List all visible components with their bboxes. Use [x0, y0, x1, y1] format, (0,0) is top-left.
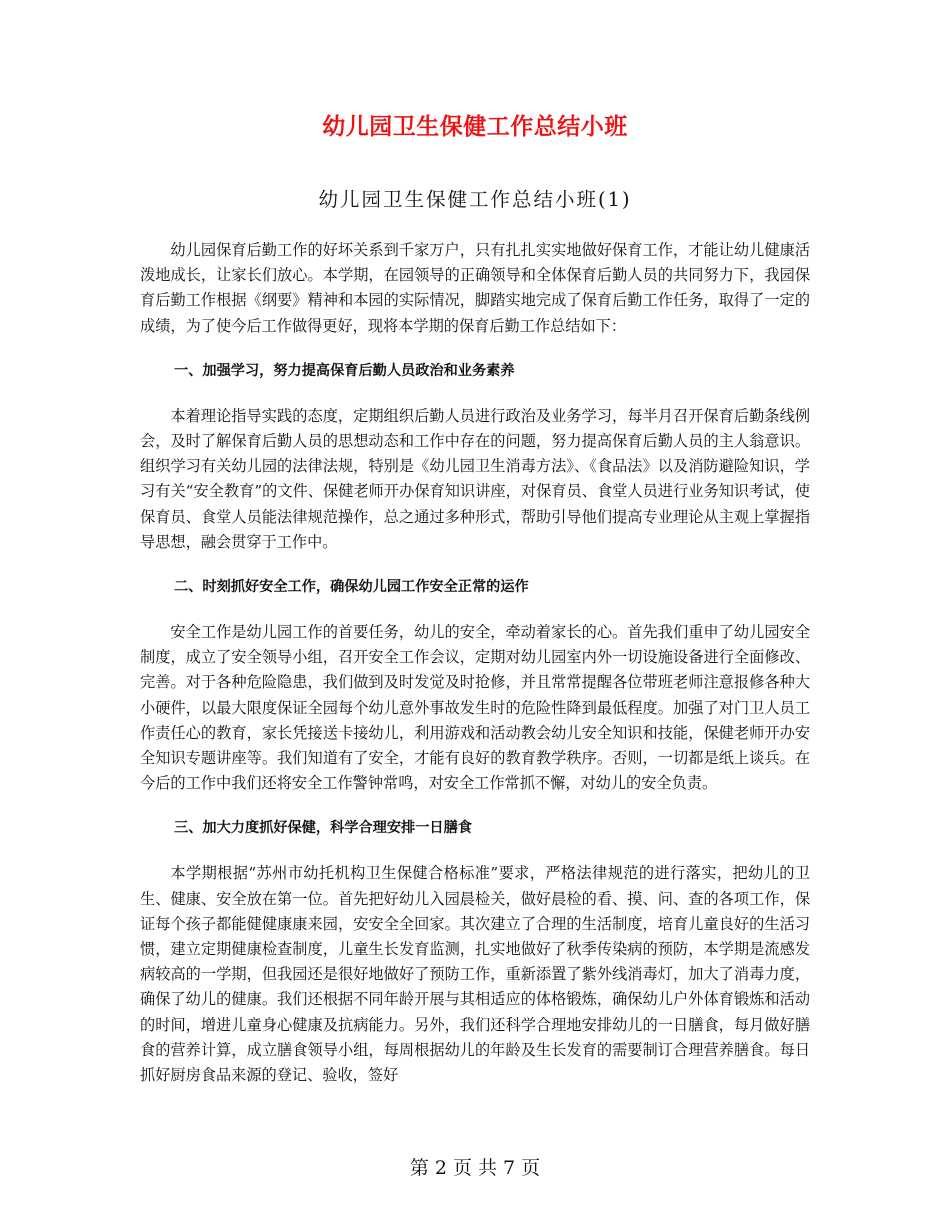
- document-title: 幼儿园卫生保健工作总结小班: [322, 114, 628, 140]
- section-paragraph-2: 安全工作是幼儿园工作的首要任务，幼儿的安全，牵动着家长的心。首先我们重申了幼儿园安全制度，成立了安全领导小组，召开安全工作会议，定期对幼儿园室内外一切设施设备进行全面修改、完善。对于各种危险隐患，我们做到及时发觉及时抢修，并且常常提醒各位带班老师注意报修各种大小硬件，以最大限度保证全园每个幼儿意外事故发生时的危险性降到最低程度。加强了对门卫人员工作责任心的教育，家长凭接送卡接幼儿，利用游戏和活动教会幼儿安全知识和技能，保健老师开办安全知识专题讲座等。我们知道有了安全，才能有良好的教育教学秩序。否则，一切都是纸上谈兵。在今后的工作中我们还将安全工作警钟常鸣，对安全工作常抓不懈，对幼儿的安全负责。: [140, 623, 810, 793]
- section-heading-3: 三、加大力度抓好保健，科学合理安排一日膳食: [174, 820, 472, 837]
- intro-paragraph: 幼儿园保育后勤工作的好坏关系到千家万户，只有扎扎实实地做好保育工作，才能让幼儿健康活泼地成长，让家长们放心。本学期，在园领导的正确领导和全体保育后勤人员的共同努力下，我园保育后勤工作根据《纲要》精神和本园的实际情况，脚踏实地完成了保育后勤工作任务，取得了一定的成绩，为了使今后工作做得更好，现将本学期的保育后勤工作总结如下：: [140, 241, 810, 335]
- section-paragraph-3: 本学期根据“苏州市幼托机构卫生保健合格标准”要求，严格法律规范的进行落实，把幼儿的卫生、健康、安全放在第一位。首先把好幼儿入园晨检关，做好晨检的看、摸、问、查的各项工作，保证每个孩子都能健健康康来园，安安全全回家。其次建立了合理的生活制度，培育儿童良好的生活习惯，建立定期健康检查制度，儿童生长发育监测，扎实地做好了秋季传染病的预防，本学期是流感发病较高的一学期，但我园还是很好地做好了预防工作，重新添置了紫外线消毒灯，加大了消毒力度，确保了幼儿的健康。我们还根据不同年龄开展与其相适应的体格锻炼，确保幼儿户外体育锻炼和活动的时间，增进儿童身心健康及抗病能力。另外，我们还科学合理地安排幼儿的一日膳食，每月做好膳食的营养计算，成立膳食领导小组，每周根据幼儿的年龄及生长发育的需要制订合理营养膳食。每日抓好厨房食品来源的登记、验收，签好: [140, 864, 810, 1085]
- section-paragraph-1: 本着理论指导实践的态度，定期组织后勤人员进行政治及业务学习，每半月召开保育后勤条线例会，及时了解保育后勤人员的思想动态和工作中存在的问题，努力提高保育后勤人员的主人翁意识。组织学习有关幼儿园的法律法规，特别是《幼儿园卫生消毒方法》、《食品法》以及消防避险知识，学习有关“安全教育”的文件、保健老师开办保育知识讲座，对保育员、食堂人员进行业务知识考试，使保育员、食堂人员能法律规范操作，总之通过多种形式，帮助引导他们提高专业理论从主观上掌握指导思想，融会贯穿于工作中。: [140, 406, 810, 551]
- document-subtitle: 幼儿园卫生保健工作总结小班(1): [318, 188, 632, 211]
- document-body: [140, 238, 810, 1088]
- page-number: 第 2 页 共 7 页: [409, 1157, 541, 1179]
- section-heading-2: 二、时刻抓好安全工作，确保幼儿园工作安全正常的运作: [174, 579, 529, 596]
- section-heading-1: 一、加强学习，努力提高保育后勤人员政治和业务素养: [174, 362, 515, 379]
